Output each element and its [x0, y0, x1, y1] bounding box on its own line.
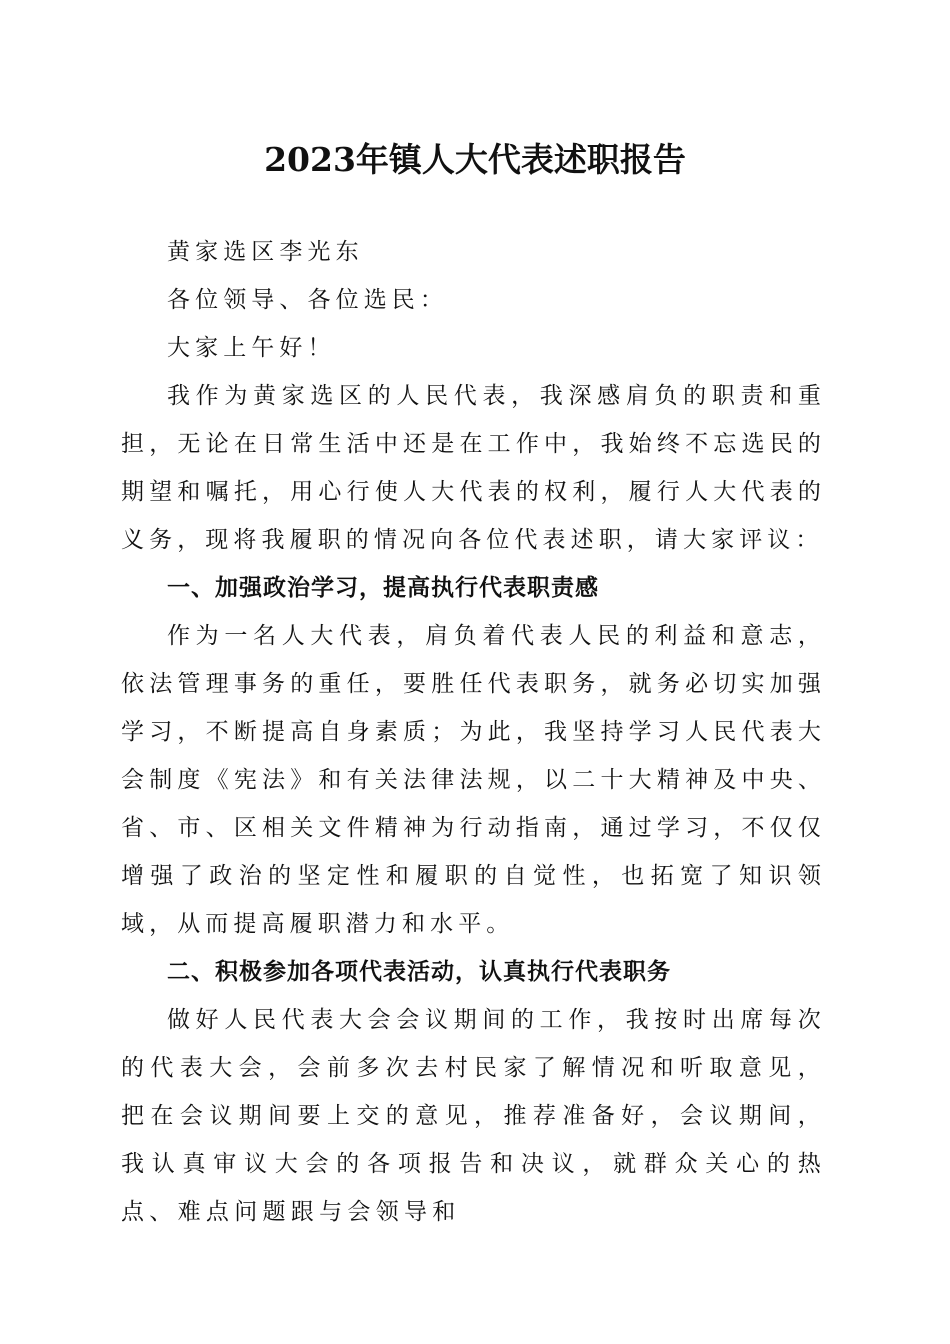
section-1-paragraph: 作为一名人大代表，肩负着代表人民的利益和意志，依法管理事务的重任，要胜任代表职务，就务必切实加强学习，不断提高自身素质；为此，我坚持学习人民代表大会制度《宪法》和有关法律法规，以二十大精神及中央、省、市、区相关文件精神为行动指南，通过学习，不仅仅增强了政治的坚定性和履职的自觉性，也拓宽了知识领域，从而提高履职潜力和水平。 — [121, 623, 826, 937]
salutation: 各位领导、各位选民： — [167, 287, 448, 313]
document-body — [121, 228, 826, 1236]
document-title: 2023年镇人大代表述职报告 — [264, 140, 686, 179]
section-2-heading: 二、积极参加各项代表活动，认真执行代表职务 — [167, 959, 671, 985]
greeting: 大家上午好！ — [167, 335, 336, 361]
section-2-paragraph: 做好人民代表大会会议期间的工作，我按时出席每次的代表大会，会前多次去村民家了解情况和听取意见，把在会议期间要上交的意见，推荐准备好，会议期间，我认真审议大会的各项报告和决议，就群众关心的热点、难点问题跟与会领导和 — [121, 1007, 826, 1225]
intro-paragraph: 我作为黄家选区的人民代表，我深感肩负的职责和重担，无论在日常生活中还是在工作中，我始终不忘选民的期望和嘱托，用心行使人大代表的权利，履行人大代表的义务，现将我履职的情况向各位代表述职，请大家评议： — [121, 383, 826, 553]
section-1-heading: 一、加强政治学习，提高执行代表职责感 — [167, 575, 599, 601]
author-line: 黄家选区李光东 — [167, 239, 364, 265]
